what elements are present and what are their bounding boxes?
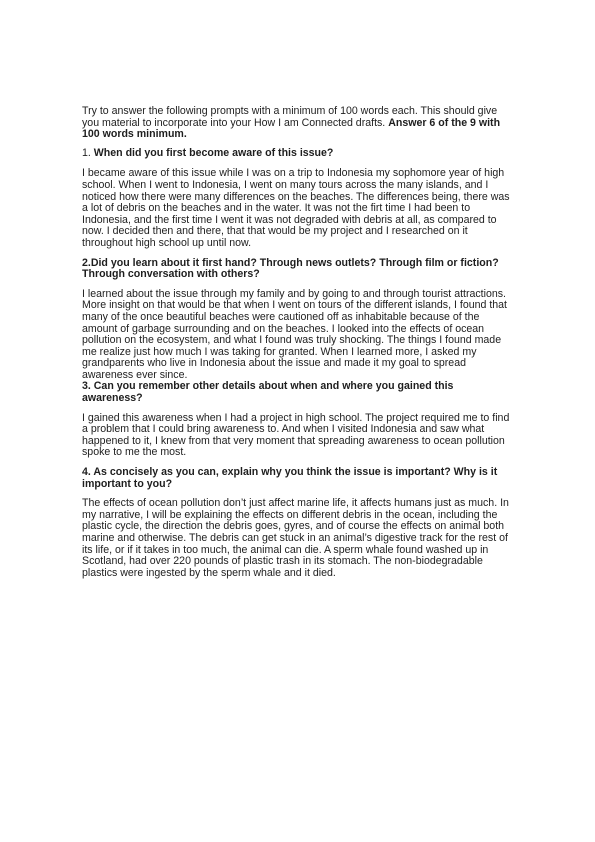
question-2: 2.Did you learn about it first hand? Through news outlets? Through film or fiction? Through conversation with others? [82,256,499,281]
question-1-number: 1. [82,146,91,159]
question-3: 3. Can you remember other details about when and where you gained this awareness? [82,380,454,405]
question-1 [82,148,514,160]
document-page [82,106,514,587]
intro-text: Try to answer the following prompts with a minimum of 100 words each. This should give you material to incorporate into your How I am Connected drafts. [82,105,498,129]
answer-3: I gained this awareness when I had a project in high school. The project required me to find a problem that I could bring awareness to. And when I visited Indonesia and saw what happened to it, I knew from that very moment that spreading awareness to ocean pollution spoke to me the most. [82,411,510,459]
answer-2: I learned about the issue through my family and by going to and through tourist attractions. More insight on that would be that when I went on tours of the different islands, I found that many of the once beautiful beaches were cautioned off as inhabitable because of the amount of garbage surrounding and on the beaches. I looked into the effects of ocean pollution on the ecosystem, and what I found was truly shocking. The things I found made me realize just how much I was taking for granted. When I learned more, I asked my grandparents who live in Indonesia about the issue and made it my goal to spread awareness ever since. [82,287,507,381]
answer-4: The effects of ocean pollution don’t just affect marine life, it affects humans just as much. In my narrative, I will be explaining the effects on different debris in the ocean, including the plastic cycle, the direction the debris goes, gyres, and of course the effects on animal both marine and otherwise. The debris can get stuck in an animal’s digestive track for the rest of its life, or if it takes in too much, the animal can die. A sperm whale found washed up in Scotland, had over 220 pounds of plastic trash in its stomach. The non-biodegradable plastics were ingested by the sperm whale and it died. [82,497,509,579]
answer-1: I became aware of this issue while I was on a trip to Indonesia my sophomore year of high school. When I went to Indonesia, I went on many tours across the many islands, and I noticed how there were many differences on the beaches. The differences being, there was a lot of debris on the beaches and in the water. It was not the firt time I had been to Indonesia, and the first time I went it was not degraded with debris at all, as compared to now. I decided then and there, that that would be my project and I researched on it throughout high school up until now. [82,167,510,249]
intro-requirement: Answer 6 of the 9 with 100 words minimum. [82,116,501,141]
intro-paragraph [82,106,514,141]
question-1-text: When did you first become aware of this issue? [93,146,334,159]
question-4: 4. As concisely as you can, explain why you think the issue is important? Why is it important to you? [82,466,498,490]
